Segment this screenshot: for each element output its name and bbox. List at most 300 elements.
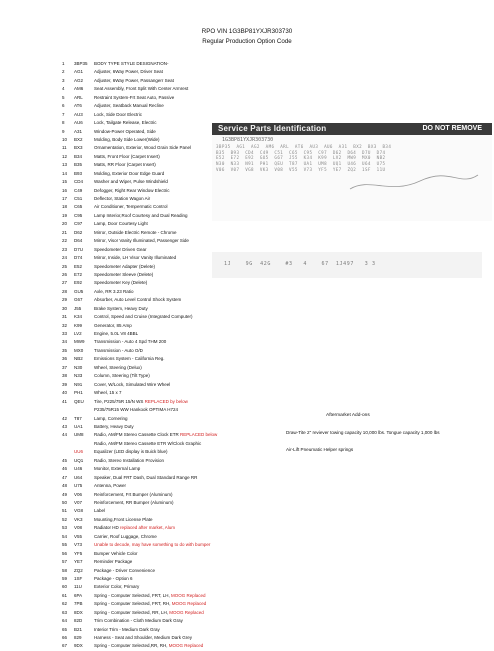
rpo-row-number: 32 [62,322,68,328]
rpo-row-note: MOOG Replaced [169,609,204,615]
rpo-row-number: 22 [62,238,68,244]
rpo-row-code: V07 [74,500,83,505]
rpo-row [62,263,222,271]
rpo-row-number: 61 [62,592,68,598]
rpo-row-code: AM6 [74,86,84,92]
rpo-row-number: 65 [62,626,68,632]
rpo-row-code: UM8 [74,432,84,438]
rpo-code-list [62,60,222,651]
rpo-row-subline: P235/75R15 WW Hankook OPTIMA H724 [94,406,179,412]
rpo-row-description [94,128,156,136]
rpo-row [62,541,222,549]
rpo-row-description [94,254,176,262]
rpo-row-code: 1SF [74,575,83,581]
rpo-row [62,271,222,279]
rpo-row-text: BODY TYPE STYLE DESIGNATION- [94,61,169,66]
rpo-row-description [94,305,148,313]
rpo-row [62,161,222,169]
rpo-row-text: Wheel, Steering (Delux) [94,364,142,370]
rpo-row-description [94,195,150,203]
rpo-row-description [94,465,140,473]
rpo-row-description [94,600,206,608]
rpo-row [62,187,222,195]
rpo-row [62,330,222,338]
rpo-row [62,482,222,490]
rpo-row-code: UA1 [74,423,83,429]
rpo-row-number: 13 [62,162,68,168]
rpo-row-text: Generator, 85 Amp [94,322,132,328]
rpo-row-text: Seat Assembly, Front Split With Center Armrest [94,86,189,92]
rpo-row-description [94,279,147,287]
rpo-row-description [94,372,150,380]
rpo-row-description [94,567,155,575]
rpo-row [62,550,222,558]
rpo-row-number: 64 [62,618,68,624]
rpo-row-number: 11 [62,145,67,151]
rpo-row [62,203,222,211]
rpo-row-text: Adjuster, Seatback Manual Recline [94,103,164,109]
rpo-row-description [94,575,133,583]
rpo-row-code: B93 [74,170,83,176]
rpo-row-text: Speedometer Adapter (Delete) [94,263,156,269]
rpo-row-number: 27 [62,280,68,286]
rpo-row-text: Brake System, Heavy Duty [94,305,148,311]
rpo-row-number: 48 [62,483,68,489]
rpo-row-text: Label [94,508,106,514]
rpo-row-code: VK3 [74,516,83,522]
rpo-row-code: U46 [74,466,83,472]
rpo-row [62,144,222,152]
rpo-row-description [94,558,132,566]
rpo-row-code: AU6 [74,120,83,126]
rpo-row-code: B35 [74,162,83,168]
rpo-row-description [94,415,128,423]
rpo-row-number: 26 [62,271,68,277]
rpo-row-code: BX3 [74,145,83,151]
rpo-row-text: Lamp Interior,Roof Courtesy and Dual Reading [94,212,188,218]
rpo-row [62,254,222,262]
rpo-row-code: PH1 [74,390,83,396]
rpo-row-code: 6PA [74,592,83,598]
rpo-row-description [94,288,134,296]
rpo-row-text: Ornamentation, Exterior, Wood Grain Side Panel [94,145,191,151]
rpo-row-number: 36 [62,356,68,362]
rpo-row-number: 25 [62,263,68,269]
rpo-row [62,313,222,321]
rpo-row-description [94,220,148,228]
rpo-row-text: Monitor, External Lamp [94,466,141,472]
rpo-row-description [94,448,168,456]
rpo-row-number: 10 [62,136,68,142]
sticker-codes: 3BP35 AG1 AG2 AM6 ARL AT6 AU3 AU6 A31 BX2 BX3 B34 B35 B93 CD4 C49 C51 C65 C95 C97 D62 D64 D7U D74 E52 E72 E92 GU5 G67 J55 K34 K99 LV2 MW9 MX0 NB2 N30 N33 N91 PH1 QEU T87 UA1 UM8 UQ1 U46 U64 U75 V06 V07 VG8 VK3 V08 V55 V73 YF5 YE7 ZQ2 1SF 11U [216,144,392,172]
rpo-row-note: Unable to decode, may have something to do with bumper [94,542,211,548]
rpo-row-number: 2 [62,69,65,75]
rpo-row-text: Axle, RR 3.23 Ratio [94,288,134,294]
rpo-row-text: Speedometer Key (Delete) [94,280,148,286]
rpo-row [62,474,222,482]
rpo-row [62,94,222,102]
rpo-row-code: C65 [74,204,83,210]
rpo-row-text: Antenna, Power [94,483,127,489]
rpo-row-code: GU5 [74,288,84,294]
rpo-row-code: AG1 [74,69,84,75]
rpo-row-description [94,60,169,68]
rpo-row-code: 7PB [74,601,83,607]
rpo-row-description [94,68,163,76]
rpo-row-code: 9DX [74,643,83,649]
rpo-row-text: Mirror, Outside Electric Remote - Chrome [94,229,177,235]
rpo-row-text: Mirror, Inside, LH Visor Vanity Illuminated [94,255,177,261]
rpo-row-code: UU6 [74,449,84,455]
rpo-row-description [94,516,153,524]
rpo-row-number: 17 [62,196,68,201]
rpo-row-description [94,77,174,85]
rpo-row-text: Adjuster, 6Way Power, Passangerr Seat [94,77,174,83]
rpo-row-description [94,355,165,363]
rpo-row-text: Mirror, Visor Vanity Illuminated, Passenger Side [94,238,189,244]
rpo-row-code: U64 [74,474,83,480]
sticker-warning: DO NOT REMOVE [422,125,482,132]
rpo-row-text: Speaker, Dual FRT Dash, Dual Standard Range RR [94,474,198,480]
rpo-row-text: Tire, P225/75R 15/N WS [94,398,145,404]
rpo-row [62,85,222,93]
rpo-row-number: 39 [62,381,68,387]
rpo-row-description [94,111,142,119]
rpo-row [62,389,222,397]
rpo-row-code: V08 [74,525,83,531]
rpo-row-text: Reinforcement, Frt Bumper (Aluminum) [94,491,173,497]
rpo-row-note: REPLACED below [180,432,218,438]
rpo-row-code: 3BP35 [74,61,88,66]
rpo-row [62,491,222,499]
rpo-row-note: REPLACED by below [144,398,188,404]
rpo-row-code: C97 [74,221,83,227]
rpo-row-text: Adjuster, 6Way Power, Driver Seat [94,69,163,75]
rpo-row-description [94,263,155,271]
rpo-row-code: 829 [74,635,82,640]
rpo-row-description [94,313,193,321]
rpo-row-text: Molding, Body Side Lower(Wide) [94,136,160,142]
rpo-row-number: 63 [62,609,68,615]
rpo-row-code: V55 [74,533,83,539]
rpo-row-description [94,85,188,93]
rpo-row-text: Control, Speed and Cruise (Integrated Computer) [94,314,193,320]
rpo-row-code: 8DX [74,609,83,615]
rpo-row-description [94,457,164,465]
rpo-row-code: B34 [74,153,83,159]
rpo-row-description [94,642,203,650]
rpo-row [62,398,222,415]
rpo-row [62,128,222,136]
rpo-row-number: 16 [62,187,68,193]
aftermarket-towing: Draw-Tite 2" reviever towing capacity 10,000 lbs. Tongue capacity 1,000 lbs [286,430,440,435]
rpo-row [62,322,222,330]
rpo-row-number: 60 [62,584,68,590]
rpo-row-code: U75 [74,483,83,489]
service-parts-sticker [212,123,492,221]
rpo-row [62,583,222,591]
rpo-row-text: Molding, Exterior Door Edge Guard [94,170,165,176]
rpo-row-number: 51 [62,508,68,514]
rpo-row-text: Package - Option 6 [94,575,133,581]
rpo-row-code: C51 [74,196,83,201]
rpo-row-text: Restraint System-Frt Seat Auto, Passive [94,94,175,100]
rpo-row-text: Spring - Computer Selected, FRT, RH, [94,601,172,607]
aftermarket-springs: Air-Lift Pneumatic Helper springs [286,447,354,452]
rpo-row-code: MX0 [74,347,84,353]
rpo-row-description [94,94,174,102]
sticker-scribble [230,137,480,197]
rpo-row [62,170,222,178]
rpo-row-text: Engine, 5.0L V8 4BBL [94,331,139,336]
rpo-row [62,381,222,389]
rpo-row-code: N33 [74,373,83,379]
rpo-row-number: 49 [62,491,68,497]
rpo-row-code: B21 [74,626,83,632]
rpo-row-text: Air Conditioner, Tempermatic Control [94,204,168,210]
rpo-row [62,77,222,85]
rpo-row-text: Column, Steering (Tilt Type) [94,373,150,379]
rpo-row-text: Transmission - Auto 4 Spd THM 200 [94,339,167,345]
rpo-row-code: V73 [74,542,83,548]
rpo-row [62,600,222,608]
rpo-row-code: YE7 [74,559,83,565]
rpo-row-number: 5 [62,94,65,100]
rpo-row-code: CD4 [74,179,84,185]
rpo-row-description [94,203,167,211]
rpo-row-text: Emissions System - California Reg. [94,356,165,362]
rpo-row [62,617,222,625]
rpo-row-number: 35 [62,347,68,353]
rpo-row-text: Trim Combination - Cloth Medium Dark Gray [94,618,183,624]
rpo-row-code: YF5 [74,550,83,556]
rpo-row [62,575,222,583]
rpo-row-description [94,524,175,532]
rpo-row [62,68,222,76]
rpo-row-description [94,398,188,415]
rpo-row [62,465,222,473]
rpo-row-text: Cover, W/Lock, Simulated Wire Wheel [94,381,171,387]
rpo-row-number: 29 [62,297,68,303]
rpo-row-number: 46 [62,466,68,472]
rpo-row-number: 40 [62,390,68,396]
rpo-row-description [94,212,188,220]
rpo-row-description [94,237,189,245]
rpo-row-description [94,170,164,178]
rpo-row-code: AG2 [74,77,84,83]
aftermarket-title: Aftermarket Add-ons [326,413,370,418]
rpo-row-code: D62 [74,229,83,235]
rpo-row [62,516,222,524]
rpo-row-number: 34 [62,339,68,345]
rpo-row-text: Transmission - Auto O/D [94,347,143,353]
rpo-row-number: 37 [62,364,68,370]
rpo-row-number: 33 [62,331,68,336]
rpo-row-text: Package - Driver Convenience [94,567,156,573]
rpo-row-code: E72 [74,271,83,277]
rpo-row [62,338,222,346]
rpo-row [62,567,222,575]
rpo-row-description [94,271,153,279]
rpo-row-description [94,144,191,152]
rpo-row [62,499,222,507]
rpo-row [62,229,222,237]
rpo-row-code: AT6 [74,103,82,109]
rpo-row-number: 21 [62,229,68,235]
rpo-row-number: 66 [62,635,68,640]
rpo-row-code: A31 [74,128,83,134]
rpo-row [62,178,222,186]
rpo-row-description [94,338,166,346]
rpo-row-number: 14 [62,170,68,176]
rpo-row [62,626,222,634]
rpo-row-number: 59 [62,575,68,581]
rpo-row-text: Lamp, Cornering [94,415,128,421]
rpo-row-code: J55 [74,305,82,311]
rpo-row-note: MOOG Replaced [171,601,207,607]
rpo-row-description [94,592,205,600]
rpo-row-text: Reminder Package [94,559,133,565]
rpo-row-text: Wheel, 15 x 7 [94,390,122,396]
rpo-row-number: 53 [62,525,68,531]
rpo-row-subline: Radio, AM/FM Stereo Cassette ETR W/Clock Graphic [94,440,202,446]
sticker-title: Service Parts Identification [218,124,327,133]
rpo-row-code: D74 [74,255,83,261]
rpo-row-number: 47 [62,474,68,480]
rpo-row-description [94,491,173,499]
rpo-row-text: Absorber, Auto Level Control Shock System [94,297,182,303]
rpo-row-text: Speedometer Driven Gear [94,246,147,252]
rpo-row-code: LV2 [74,331,82,336]
rpo-row-code: 11U [74,584,82,590]
rpo-row-text: Reinforcement, RR Bumper (Aluminum) [94,500,174,505]
rpo-row-text: Spring - Computer Selected, RR, LH, [94,609,170,615]
rpo-row-note: MOOG Replaced [168,643,204,649]
rpo-row-description [94,626,160,634]
rpo-row-description [94,229,177,237]
rpo-row [62,642,222,650]
rpo-row [62,220,222,228]
rpo-row-number: 31 [62,314,68,320]
rpo-row-number: 50 [62,500,68,505]
rpo-row-number: 45 [62,457,68,463]
rpo-row-number: 38 [62,373,68,379]
rpo-row-description [94,541,210,549]
rpo-row [62,102,222,110]
rpo-row-text: Deflector, Station Wagon Air [94,196,151,201]
rpo-row-number: 1 [62,61,65,66]
rpo-row-description [94,474,197,482]
rpo-row [62,609,222,617]
rpo-row-number: 9 [62,128,65,134]
rpo-row [62,119,222,127]
rpo-row-code: ARL [74,94,83,100]
rpo-row-description [94,364,142,372]
rpo-row-code: 82D [74,618,83,624]
rpo-row-text: Interior Trim - Medium Dark Gray [94,626,160,632]
rpo-row [62,431,222,448]
rpo-row [62,246,222,254]
rpo-row [62,288,222,296]
sticker-strip [212,252,482,278]
rpo-row-code: G67 [74,297,83,303]
rpo-row-number: 20 [62,221,68,227]
rpo-row-code: N91 [74,381,83,387]
rpo-row-description [94,583,139,591]
rpo-row-number: 19 [62,212,68,218]
rpo-row-description [94,482,126,490]
rpo-row-description [94,119,156,127]
rpo-row [62,448,222,456]
rpo-row-number: 30 [62,305,68,311]
rpo-row-number: 3 [62,77,65,83]
rpo-row-description [94,322,132,330]
rpo-row-number: 42 [62,415,68,421]
rpo-row [62,355,222,363]
rpo-row [62,296,222,304]
rpo-row-text: Matts, RR Floor (Carpet Insert) [94,162,156,168]
rpo-row-note: MOOG Replaced [170,592,206,598]
rpo-row-code: T87 [74,415,82,421]
rpo-row-description [94,381,170,389]
rpo-row-description [94,330,138,338]
header-vin-line: RPO VIN 1G3BP81YXJR303730 [201,28,293,35]
rpo-row-description [94,507,105,515]
rpo-row-text: Carrier, Roof Luggage, Chrome [94,533,157,539]
rpo-row-description [94,389,122,397]
rpo-row [62,60,222,68]
rpo-row-number: 28 [62,288,68,294]
sticker-strip-text: 1J 9G 42G #3 4 67 1J497 3 3 [224,261,376,267]
rpo-row-text: Mounting,Front License Plate [94,516,153,522]
rpo-row-number: 52 [62,516,68,522]
rpo-row [62,634,222,642]
rpo-row-number: 55 [62,542,68,548]
rpo-row-note: replaced after market, Alum [120,525,176,531]
rpo-row [62,415,222,423]
rpo-row-description [94,246,147,254]
rpo-row-code: V06 [74,491,83,497]
rpo-row-text: Bumper Vehicle Color [94,550,138,556]
rpo-row-text: Radiator HD [94,525,121,531]
rpo-row-description [94,431,217,448]
rpo-row-text: Washer and Wiper, Pulse Windshield [94,179,168,185]
header-subtitle: Regular Production Option Code [202,38,292,45]
rpo-row-description [94,296,181,304]
rpo-row-text: Lock, Side Door Electric [94,111,143,117]
rpo-row [62,423,222,431]
rpo-row-number: 41 [62,398,68,404]
rpo-row-number: 44 [62,432,68,438]
rpo-row-code: UQ1 [74,457,84,463]
rpo-row-number: 6 [62,103,65,109]
rpo-row-number: 18 [62,204,68,210]
rpo-row-number: 56 [62,550,68,556]
rpo-row [62,212,222,220]
rpo-row [62,372,222,380]
rpo-row-text: Battery, Heavy Duty [94,423,134,429]
rpo-row [62,524,222,532]
rpo-row-text: Radio, Stereo Installation Provision [94,457,165,463]
rpo-row-code: VG8 [74,508,84,514]
rpo-row-description [94,161,156,169]
rpo-row [62,153,222,161]
rpo-row-description [94,178,168,186]
rpo-row-number: 12 [62,153,68,159]
rpo-row-number: 7 [62,111,65,117]
rpo-row-description [94,136,160,144]
rpo-row [62,305,222,313]
